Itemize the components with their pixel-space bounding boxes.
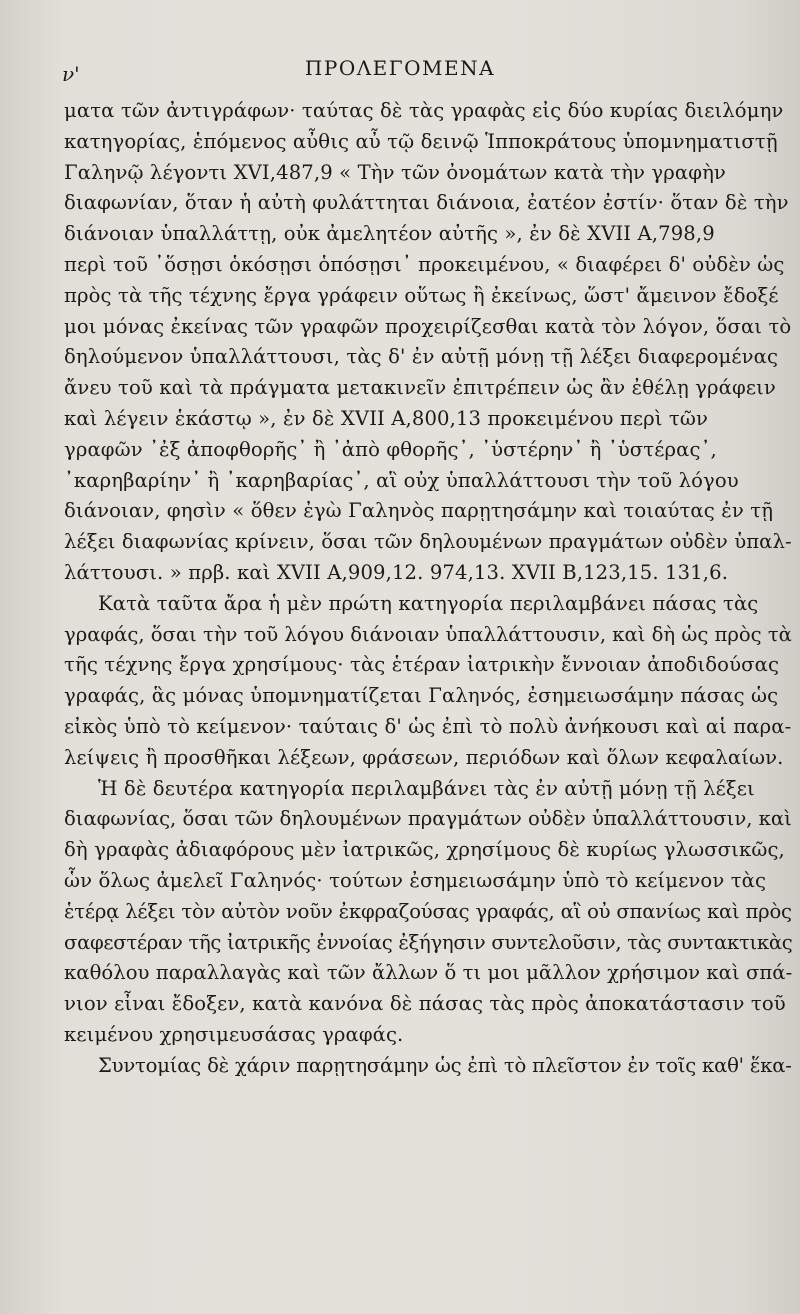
text-line: καὶ λέγειν ἑκάστῳ », ἐν δὲ XVII A,800,13 προκειμένου περὶ τῶν xyxy=(64,406,709,430)
text-line: γραφάς, ἃς μόνας ὑπομνηματίζεται Γαληνός, ἐσημειωσάμην πάσας ὡς xyxy=(64,684,779,708)
text-line: διαφωνίας, ὅσαι τῶν δηλουμένων πραγμάτων οὐδὲν ὑπαλλάττουσιν, καὶ xyxy=(64,807,792,831)
text-line: Συντομίας δὲ χάριν παρῃτησάμην ὡς ἐπὶ τὸ πλεῖστον ἐν τοῖς καθ' ἕκα- xyxy=(98,1053,792,1077)
text-line: δηλούμενον ὑπαλλάττουσι, τὰς δ' ἐν αὐτῇ μόνῃ τῇ λέξει διαφερομένας xyxy=(64,345,779,369)
page-number: ν' xyxy=(62,62,80,86)
text-line: νιον εἶναι ἔδοξεν, κατὰ κανόνα δὲ πάσας τὰς πρὸς ἀποκατάστασιν τοῦ xyxy=(64,992,786,1016)
text-line: διάνοιαν ὑπαλλάττῃ, οὐκ ἀμελητέον αὐτῆς », ἐν δὲ XVII A,798,9 xyxy=(64,222,715,246)
text-line: γραφάς, ὅσαι τὴν τοῦ λόγου διάνοιαν ὑπαλλάττουσιν, καὶ δὴ ὡς πρὸς τὰ xyxy=(64,622,792,646)
text-line: δὴ γραφὰς ἀδιαφόρους μὲν ἰατρικῶς, χρησίμους δὲ κυρίως γλωσσικῶς, xyxy=(64,838,785,862)
body-text xyxy=(64,96,794,1082)
text-line: λάττουσι. » πρβ. καὶ XVII A,909,12. 974,13. XVII B,123,15. 131,6. xyxy=(64,560,729,584)
text-line: διαφωνίαν, ὅταν ἡ αὐτὴ φυλάττηται διάνοια, ἐατέον ἐστίν· ὅταν δὲ τὴν xyxy=(64,191,789,215)
text-line: καθόλου παραλλαγὰς καὶ τῶν ἄλλων ὅ τι μοι μᾶλλον χρήσιμον καὶ σπά- xyxy=(64,961,793,985)
text-line: ἄνευ τοῦ καὶ τὰ πράγματα μετακινεῖν ἐπιτρέπειν ὡς ἂν ἐθέλῃ γράφειν xyxy=(64,376,776,400)
text-line: ἑτέρᾳ λέξει τὸν αὐτὸν νοῦν ἐκφραζούσας γραφάς, αἳ οὐ σπανίως καὶ πρὸς xyxy=(64,899,792,923)
text-line: μοι μόνας ἐκείνας τῶν γραφῶν προχειρίζεσθαι κατὰ τὸν λόγον, ὅσαι τὸ xyxy=(64,314,792,338)
text-line: γραφῶν ᾿ἐξ ἀποφθορῆς᾿ ἢ ᾿ἀπὸ φθορῆς᾿, ᾿ὑστέρην᾿ ἢ ᾿ὑστέρας᾿, xyxy=(64,437,717,461)
text-line: κειμένου χρησιμευσάσας γραφάς. xyxy=(64,1022,404,1046)
text-line: εἰκὸς ὑπὸ τὸ κείμενον· ταύταις δ' ὡς ἐπὶ τὸ πολὺ ἀνήκουσι καὶ αἱ παρα- xyxy=(64,714,792,738)
text-line: ὧν ὅλως ἀμελεῖ Γαληνός· τούτων ἐσημειωσάμην ὑπὸ τὸ κείμενον τὰς xyxy=(64,868,767,892)
text-line: Κατὰ ταῦτα ἄρα ἡ μὲν πρώτη κατηγορία περιλαμβάνει πάσας τὰς xyxy=(98,591,759,615)
text-line: περὶ τοῦ ᾿ὅσῃσι ὁκόσῃσι ὁπόσῃσι᾿ προκειμένου, « διαφέρει δ' οὐδὲν ὡς xyxy=(64,252,785,276)
text-line: λείψεις ἢ προσθῆκαι λέξεων, φράσεων, περιόδων καὶ ὅλων κεφαλαίων. xyxy=(64,745,784,769)
running-title: ΠΡΟΛΕΓΟΜΕΝΑ xyxy=(304,56,496,80)
text-line: Γαληνῷ λέγοντι XVI,487,9 « Τὴν τῶν ὀνομάτων κατὰ τὴν γραφὴν xyxy=(64,160,726,184)
text-line: σαφεστέραν τῆς ἰατρικῆς ἐννοίας ἐξήγησιν συντελοῦσιν, τὰς συντακτικὰς xyxy=(64,930,793,954)
text-line: τῆς τέχνης ἔργα χρησίμους· τὰς ἑτέραν ἰατρικὴν ἔννοιαν ἀποδιδούσας xyxy=(64,653,780,677)
text-line: Ἡ δὲ δευτέρα κατηγορία περιλαμβάνει τὰς ἐν αὐτῇ μόνῃ τῇ λέξει xyxy=(98,776,755,800)
text-line: ᾿καρηβαρίην᾿ ἢ ᾿καρηβαρίας᾿, αἳ οὐχ ὑπαλλάττουσι τὴν τοῦ λόγου xyxy=(64,468,739,492)
text-line: λέξει διαφωνίας κρίνειν, ὅσαι τῶν δηλουμένων πραγμάτων οὐδὲν ὑπαλ- xyxy=(64,530,792,554)
text-line: κατηγορίας, ἑπόμενος αὖθις αὖ τῷ δεινῷ Ἱπποκράτους ὑπομνηματιστῇ xyxy=(64,129,778,153)
text-line: ματα τῶν ἀντιγράφων· ταύτας δὲ τὰς γραφὰς εἰς δύο κυρίας διειλόμην xyxy=(64,99,784,122)
text-line: διάνοιαν, φησὶν « ὅθεν ἐγὼ Γαληνὸς παρῃτησάμην καὶ τοιαύτας ἐν τῇ xyxy=(64,499,774,523)
text-line: πρὸς τὰ τῆς τέχνης ἔργα γράφειν οὕτως ἢ ἐκείνως, ὥστ' ἄμεινον ἔδοξέ xyxy=(64,283,779,307)
